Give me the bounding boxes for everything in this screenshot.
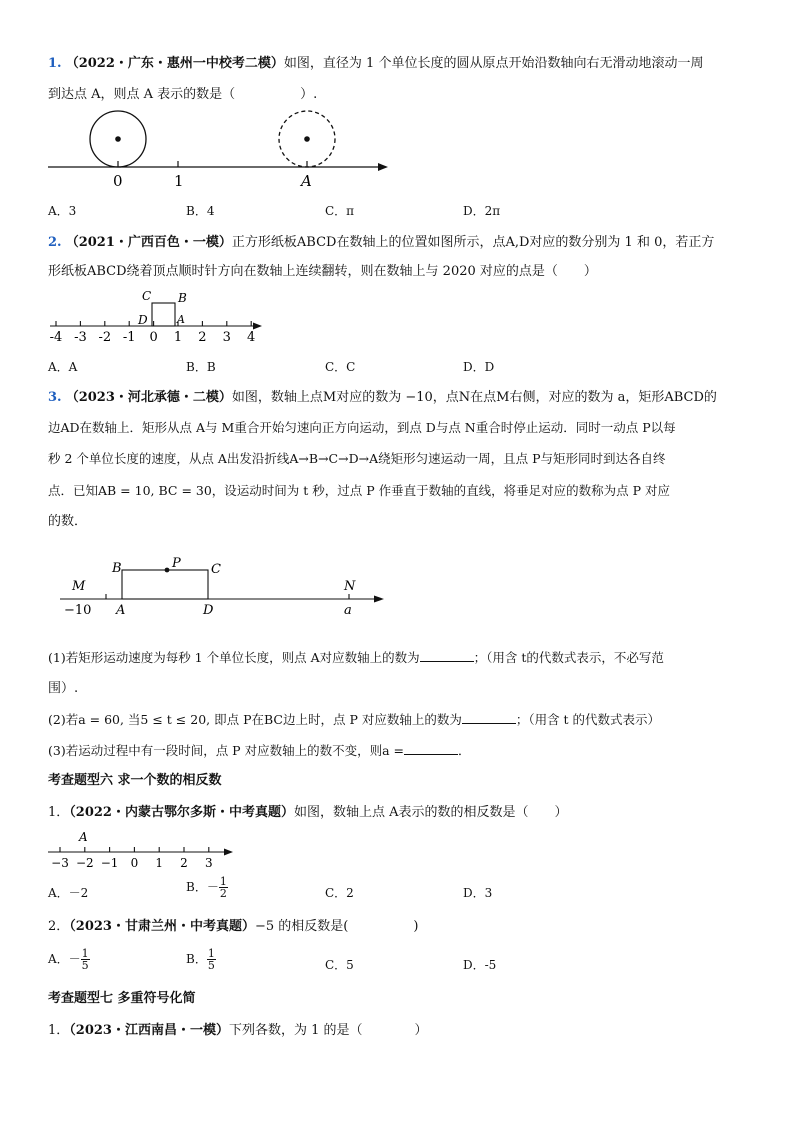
q1-option-c[interactable]: C．π bbox=[325, 204, 355, 218]
q3-sub2-blank[interactable] bbox=[462, 711, 516, 724]
s6-q2-option-a-num: 1 bbox=[81, 947, 89, 960]
q2-text-2: 形纸板ABCD绕着顶点顺时针方向在数轴上连续翻转，则在数轴上与 2020 对应的点是（ ） bbox=[48, 264, 597, 279]
s6-q2-option-a-den: 5 bbox=[81, 959, 89, 972]
q2-option-d[interactable]: D．D bbox=[463, 360, 495, 374]
s6-q2-option-a[interactable] bbox=[48, 948, 90, 971]
q3-text-4: 点．已知AB = 10, BC = 30，设运动时间为 t 秒，过点 P 作垂直于数轴的直线，将垂足对应的数称为点 P 对应 bbox=[48, 483, 670, 498]
q2-label-B: B bbox=[178, 291, 187, 305]
q3-axis-arrow bbox=[374, 596, 384, 603]
s6-q2-option-b-num: 1 bbox=[207, 947, 215, 960]
s7-q1-source: （2023・江西南昌・一模） bbox=[69, 1023, 229, 1038]
q3-sub3-text-b: ． bbox=[457, 743, 471, 758]
q2-option-b[interactable]: B．B bbox=[186, 360, 216, 374]
s6-q1-tick-label-4: 1 bbox=[155, 856, 164, 870]
q2-tick-label-1: -3 bbox=[74, 330, 87, 345]
s6-q2-option-c[interactable]: C．5 bbox=[325, 958, 354, 972]
s6-q2-text: −5 的相反数是( ) bbox=[254, 919, 419, 934]
s6-q2-number: 2． bbox=[48, 919, 70, 934]
s6-q2-option-a-fraction bbox=[81, 948, 90, 971]
s6-q1-ticks bbox=[51, 847, 212, 870]
q3-sub2-text: (2)若a = 60, 当5 ≤ t ≤ 20, 即点 P在BC边上时，点 P 对应数轴上的数为 bbox=[48, 712, 462, 727]
q2-label-C: C bbox=[142, 289, 152, 303]
q2-source: （2021・广西百色・一模） bbox=[65, 235, 232, 250]
q3-label-minus10: −10 bbox=[64, 603, 92, 618]
q2-tick-label-5: 1 bbox=[173, 330, 183, 345]
q1-axis-arrow bbox=[378, 163, 388, 171]
q2-tick-label-3: -1 bbox=[122, 330, 136, 345]
q2-label-A: A bbox=[177, 313, 185, 326]
q3-text-5: 的数． bbox=[48, 514, 88, 529]
q1-line1 bbox=[48, 54, 703, 74]
q1-option-d[interactable]: D．2π bbox=[463, 204, 501, 218]
s6-q1-option-b-num: 1 bbox=[219, 875, 227, 888]
s6-q1-text: 如图，数轴上点 A表示的数的相反数是（ ） bbox=[293, 805, 568, 820]
q3-text-1: 如图，数轴上点M对应的数为 −10，点N在点M右侧，对应的数为 a，矩形ABCD的 bbox=[231, 390, 717, 405]
s6-q1-option-c[interactable]: C．2 bbox=[325, 886, 354, 900]
q3-sub2-text-b: ；（用含 t 的代数式表示） bbox=[515, 712, 661, 727]
q3-sub2 bbox=[48, 710, 660, 730]
s6-q1-tick-label-2: −1 bbox=[100, 856, 119, 870]
q3-sub1-text: (1)若矩形运动速度为每秒 1 个单位长度，则点 A对应数轴上的数为 bbox=[48, 650, 420, 665]
q2-tick-label-0: -4 bbox=[49, 330, 63, 345]
q1-text-2: 到达点 A，则点 A 表示的数是（ ）. bbox=[48, 87, 318, 102]
q2-tick-label-6: 2 bbox=[198, 330, 207, 345]
q3-label-P: P bbox=[172, 556, 181, 571]
s6-q1-label-A: A bbox=[79, 830, 88, 844]
s6-q1-option-b-den: 2 bbox=[219, 887, 227, 900]
q3-text-2: 边AD在数轴上．矩形从点 A与 M重合开始匀速向正方向运动，到点 D与点 N重合时停止运动．同时一动点 P以每 bbox=[48, 420, 676, 435]
q1-source: （2022・广东・惠州一中校考二模） bbox=[65, 56, 284, 71]
s7-q1-text: 下列各数，为 1 的是（ ） bbox=[228, 1023, 428, 1038]
q3-sub1-text-c: 围）. bbox=[48, 681, 79, 696]
s6-q2-option-b[interactable] bbox=[186, 948, 216, 971]
s6-q1-tick-label-5: 2 bbox=[180, 856, 188, 870]
s6-q1-source: （2022・内蒙古鄂尔多斯・中考真题） bbox=[69, 805, 294, 820]
s6-q1-number: 1． bbox=[48, 805, 70, 820]
s6-q2-option-b-den: 5 bbox=[207, 959, 215, 972]
q1-label-1: 1 bbox=[174, 172, 184, 190]
s6-q1-option-b-fraction bbox=[219, 876, 228, 899]
q3-rectangle bbox=[122, 570, 208, 599]
s6-q1-tick-label-1: −2 bbox=[75, 856, 94, 870]
q2-tick-label-8: 4 bbox=[247, 330, 256, 345]
s6-q1-option-a[interactable]: A．－2 bbox=[48, 886, 89, 900]
q2-text-1: 正方形纸板ABCD在数轴上的位置如图所示，点A,D对应的数分别为 1 和 0，若正方 bbox=[231, 235, 715, 250]
q3-sub3-blank[interactable] bbox=[404, 742, 458, 755]
s6-q1-option-b-prefix: B．－ bbox=[186, 880, 219, 894]
q2-option-a[interactable]: A．A bbox=[48, 360, 78, 374]
q3-label-A: A bbox=[116, 603, 126, 618]
q1-label-0: 0 bbox=[113, 172, 123, 190]
q3-source: （2023・河北承德・二模） bbox=[65, 390, 232, 405]
s6-q2-source: （2023・甘肃兰州・中考真题） bbox=[69, 919, 255, 934]
q2-number: 2. bbox=[48, 235, 62, 250]
s6-q1-figure bbox=[44, 828, 244, 870]
q1-option-a[interactable]: A．3 bbox=[48, 204, 77, 218]
s6-q2-option-b-prefix: B． bbox=[186, 952, 207, 966]
s7-q1-line bbox=[48, 1021, 428, 1041]
q3-label-B: B bbox=[112, 561, 122, 576]
q3-sub3 bbox=[48, 741, 470, 761]
q3-sub3-text: (3)若运动过程中有一段时间，点 P 对应数轴上的数不变，则a = bbox=[48, 743, 404, 758]
q2-line1 bbox=[48, 233, 714, 253]
section7-title: 考查题型七 多重符号化简 bbox=[48, 991, 196, 1006]
q2-option-c[interactable]: C．C bbox=[325, 360, 356, 374]
q3-number: 3. bbox=[48, 390, 62, 405]
q3-sub1-blank[interactable] bbox=[420, 649, 474, 662]
q1-figure bbox=[40, 108, 400, 190]
q3-text-3: 秒 2 个单位长度的速度，从点 A出发沿折线A→B→C→D→A绕矩形匀速运动一周，且点 P与矩形同时到达各自终 bbox=[48, 451, 666, 466]
section6-title: 考查题型六 求一个数的相反数 bbox=[48, 773, 222, 788]
q1-label-A: A bbox=[301, 172, 312, 190]
s6-q2-option-a-prefix: A．－ bbox=[48, 952, 81, 966]
q2-tick-label-7: 3 bbox=[222, 330, 231, 345]
q3-label-M: M bbox=[72, 579, 86, 594]
s6-q1-axis-arrow bbox=[224, 849, 233, 856]
q3-figure bbox=[54, 552, 394, 620]
q3-line1 bbox=[48, 388, 717, 408]
q2-axis-arrow bbox=[253, 323, 262, 330]
q2-tick-label-4: 0 bbox=[149, 330, 158, 345]
q1-circle-center bbox=[115, 136, 121, 142]
s6-q1-option-d[interactable]: D．3 bbox=[463, 886, 493, 900]
s6-q2-line bbox=[48, 917, 418, 937]
q2-label-D: D bbox=[138, 313, 148, 327]
q3-point-P bbox=[165, 568, 170, 573]
q1-text-1: 如图，直径为 1 个单位长度的圆从原点开始沿数轴向右无滑动地滚动一周 bbox=[283, 56, 704, 71]
q3-label-D: D bbox=[203, 603, 214, 618]
s6-q1-tick-label-0: −3 bbox=[51, 856, 69, 870]
s6-q2-option-b-fraction bbox=[207, 948, 216, 971]
q2-figure bbox=[44, 286, 269, 346]
q1-circle-end-center bbox=[304, 136, 310, 142]
s6-q1-tick-label-6: 3 bbox=[204, 856, 213, 870]
s6-q1-tick-label-3: 0 bbox=[130, 856, 139, 870]
q3-sub1 bbox=[48, 648, 664, 668]
s6-q1-option-b[interactable] bbox=[186, 876, 228, 899]
q1-number: 1. bbox=[48, 56, 62, 71]
q2-tick-label-2: -2 bbox=[98, 330, 112, 345]
q3-sub1-text-b: ；（用含 t的代数式表示，不必写范 bbox=[473, 650, 664, 665]
s6-q1-line bbox=[48, 803, 568, 823]
s6-q2-option-d[interactable]: D．-5 bbox=[463, 958, 497, 972]
q3-label-a: a bbox=[344, 603, 352, 618]
q3-label-C: C bbox=[211, 562, 221, 577]
q3-label-N: N bbox=[344, 579, 356, 594]
q1-option-b[interactable]: B．4 bbox=[186, 204, 215, 218]
q2-square bbox=[152, 303, 175, 326]
s7-q1-number: 1． bbox=[48, 1023, 70, 1038]
